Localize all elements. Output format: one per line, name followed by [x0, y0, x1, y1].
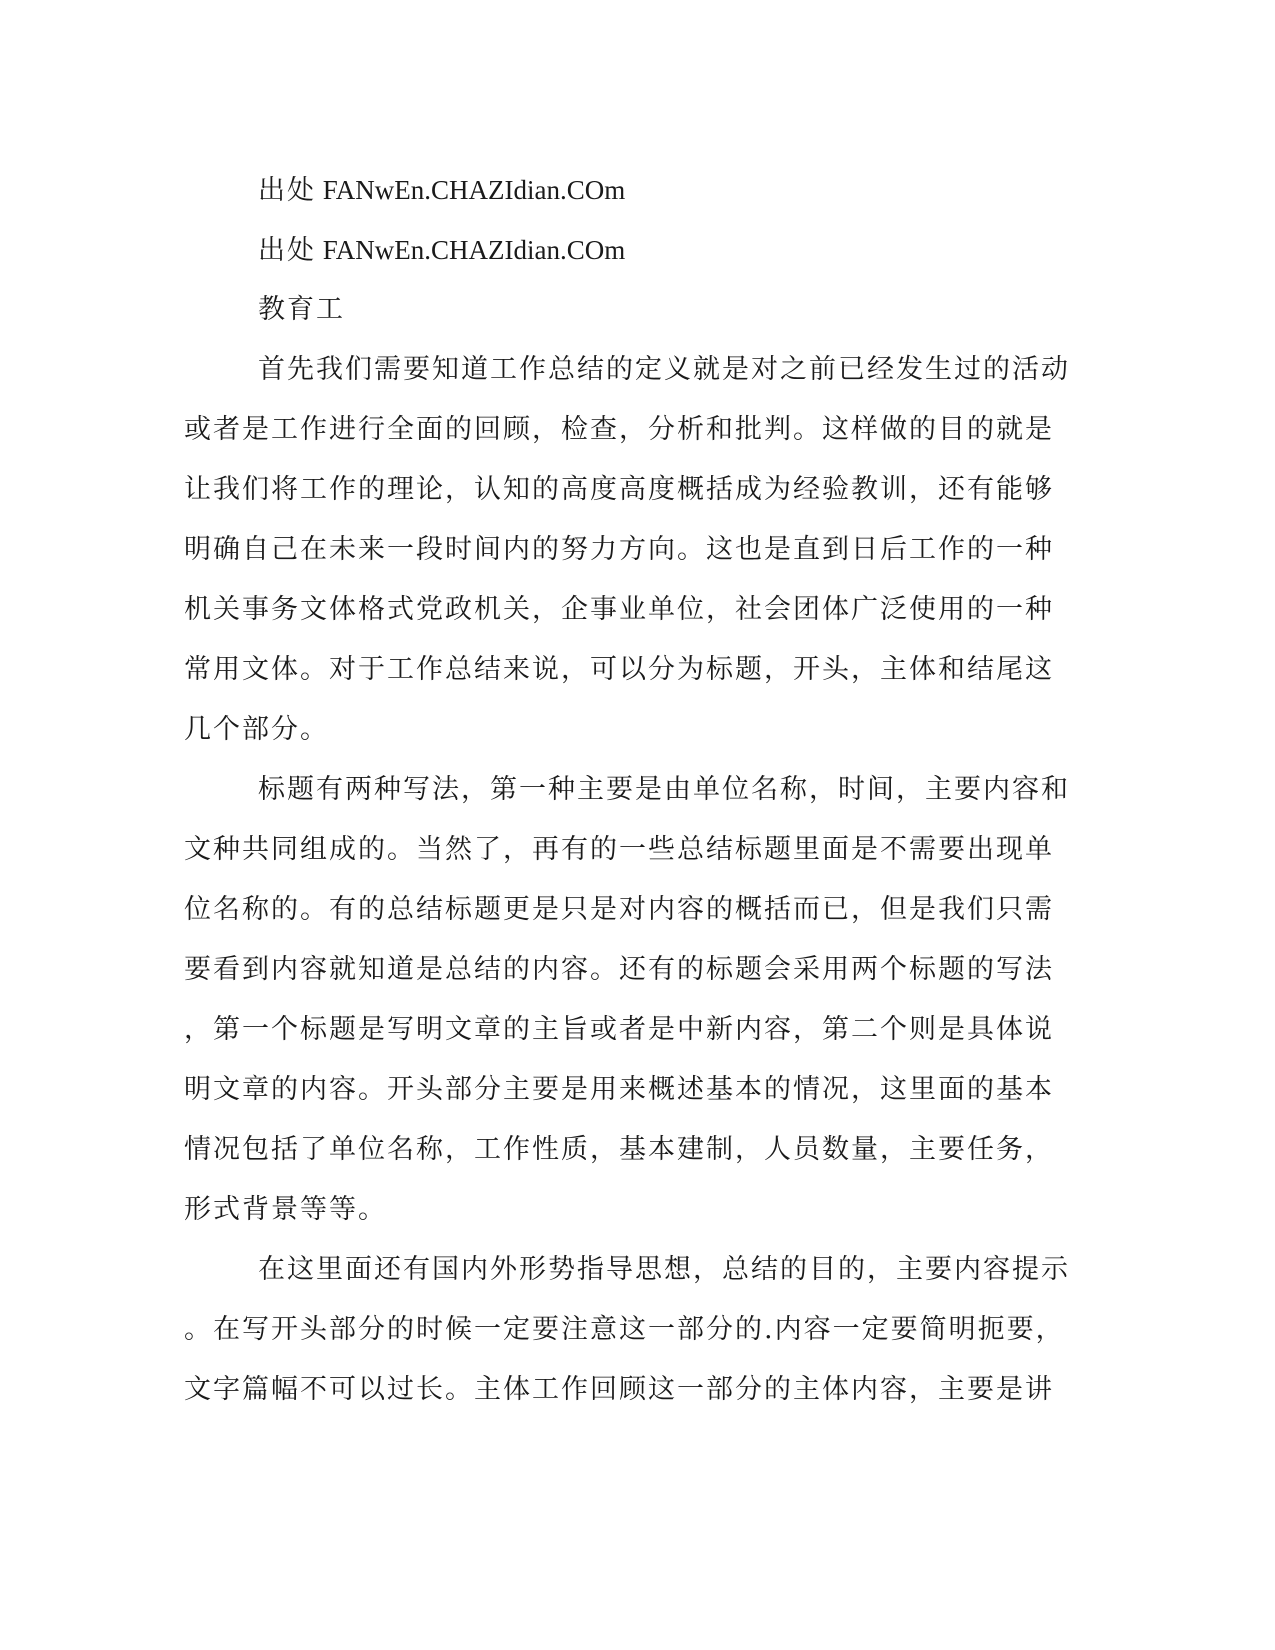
paragraph-line: 在这里面还有国内外形势指导思想，总结的目的，主要内容提示 — [258, 1254, 1070, 1285]
source-line-1 — [184, 160, 1044, 220]
document-body — [184, 160, 1070, 1420]
source-label: 出处 — [258, 175, 316, 206]
paragraph-line: ，第一个标题是写明文章的主旨或者是中新内容，第二个则是具体说 — [184, 1014, 1054, 1045]
paragraph-line: 情况包括了单位名称，工作性质，基本建制，人员数量，主要任务， — [184, 1134, 1054, 1165]
paragraph-line: 位名称的。有的总结标题更是只是对内容的概括而已，但是我们只需 — [184, 894, 1054, 925]
paragraph-line: 或者是工作进行全面的回顾，检查，分析和批判。这样做的目的就是 — [184, 414, 1054, 445]
paragraph-line: 常用文体。对于工作总结来说，可以分为标题，开头，主体和结尾这 — [184, 654, 1054, 685]
document-title-fragment: 教育工 — [258, 294, 345, 325]
paragraph-line: 形式背景等等。 — [184, 1194, 387, 1225]
paragraph-line: 首先我们需要知道工作总结的定义就是对之前已经发生过的活动 — [258, 354, 1070, 385]
paragraph-definition — [184, 340, 1070, 760]
paragraph-line: 明文章的内容。开头部分主要是用来概述基本的情况，这里面的基本 — [184, 1074, 1054, 1105]
paragraph-line: 。在写开头部分的时候一定要注意这一部分的.内容一定要简明扼要， — [184, 1314, 1065, 1345]
source-label: 出处 — [258, 235, 316, 266]
paragraph-line: 文种共同组成的。当然了，再有的一些总结标题里面是不需要出现单 — [184, 834, 1054, 865]
source-url: FANwEn.CHAZIdian.COm — [322, 235, 626, 265]
paragraph-line: 要看到内容就知道是总结的内容。还有的标题会采用两个标题的写法 — [184, 954, 1054, 985]
paragraph-line: 明确自己在未来一段时间内的努力方向。这也是直到日后工作的一种 — [184, 534, 1054, 565]
paragraph-line: 标题有两种写法，第一种主要是由单位名称，时间，主要内容和 — [258, 774, 1070, 805]
paragraph-title-writing — [184, 760, 1070, 1240]
paragraph-line: 机关事务文体格式党政机关，企事业单位，社会团体广泛使用的一种 — [184, 594, 1054, 625]
source-line-2 — [184, 220, 1044, 280]
paragraph-line: 文字篇幅不可以过长。主体工作回顾这一部分的主体内容，主要是讲 — [184, 1374, 1054, 1405]
paragraph-line: 让我们将工作的理论，认知的高度高度概括成为经验教训，还有能够 — [184, 474, 1054, 505]
source-url: FANwEn.CHAZIdian.COm — [322, 175, 626, 205]
paragraph-opening — [184, 1240, 1070, 1420]
paragraph-line: 几个部分。 — [184, 714, 329, 745]
